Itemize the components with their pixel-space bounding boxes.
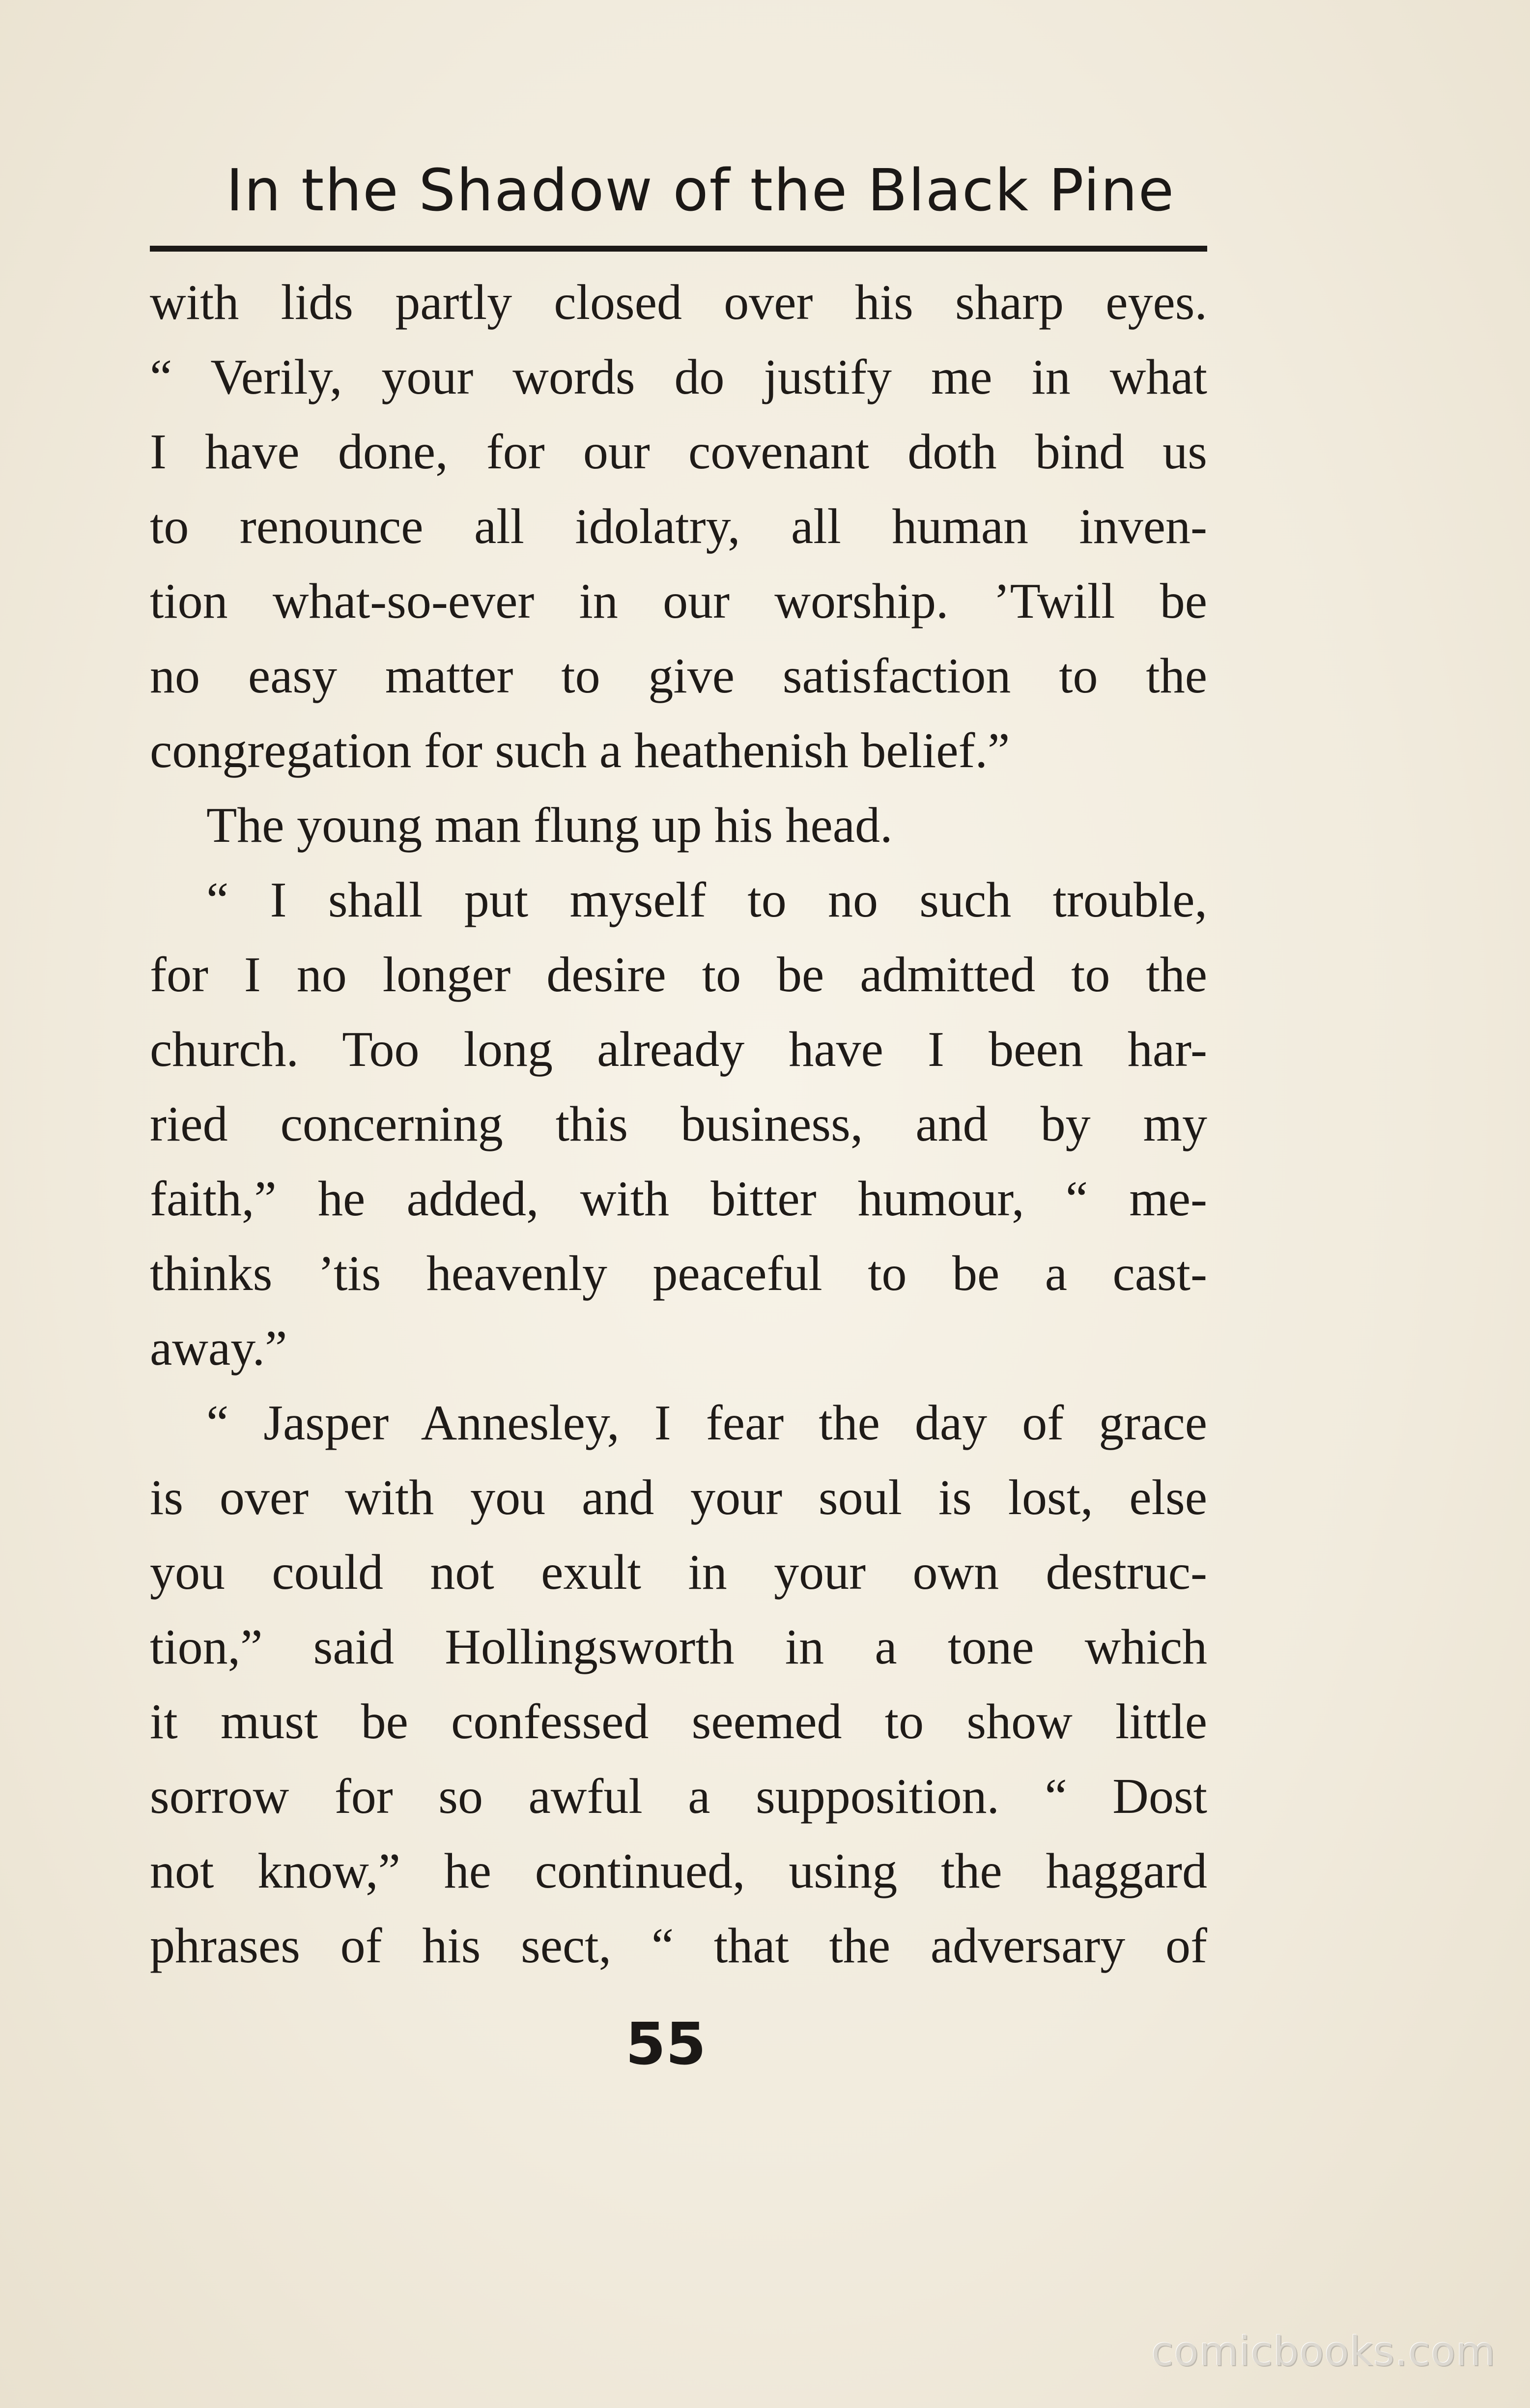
page-number: 55 (625, 2010, 707, 2078)
text-line: away.” (150, 1320, 287, 1376)
text-line: “ Verily, your words do justify me in what (150, 349, 1207, 405)
text-line: ried concerning this business, and by my (150, 1096, 1207, 1152)
text-line: faith,” he added, with bitter humour, “ me- (150, 1171, 1207, 1227)
text-line: tion what-so-ever in our worship. ’Twill be (150, 573, 1207, 629)
text-line: to renounce all idolatry, all human inven- (150, 499, 1207, 554)
text-line: with lids partly closed over his sharp eyes. (150, 275, 1207, 330)
text-line: you could not exult in your own destruc- (150, 1545, 1207, 1600)
text-line: is over with you and your soul is lost, else (150, 1470, 1207, 1525)
watermark: comicbooks.com (1151, 2328, 1496, 2375)
text-line: sorrow for so awful a supposition. “ Dost (150, 1769, 1207, 1824)
text-line: thinks ’tis heavenly peaceful to be a cast- (150, 1246, 1207, 1301)
text-line: tion,” said Hollingsworth in a tone which (150, 1619, 1207, 1675)
text-line: congregation for such a heathenish belief.” (150, 723, 1010, 778)
text-line: no easy matter to give satisfaction to the (150, 648, 1207, 704)
text-line: for I no longer desire to be admitted to the (150, 947, 1207, 1003)
text-line: it must be confessed seemed to show little (150, 1694, 1207, 1749)
text-line: church. Too long already have I been har- (150, 1022, 1207, 1077)
text-line: “ I shall put myself to no such trouble, (206, 872, 1207, 928)
text-line: I have done, for our covenant doth bind us (150, 424, 1207, 480)
text-line: not know,” he continued, using the haggard (150, 1843, 1207, 1899)
header-rule (150, 246, 1207, 252)
text-line: phrases of his sect, “ that the adversary of (150, 1918, 1207, 1974)
text-line: “ Jasper Annesley, I fear the day of grace (206, 1395, 1207, 1451)
running-head: In the Shadow of the Black Pine (226, 156, 1175, 224)
body-text (150, 265, 1207, 1983)
text-line: The young man flung up his head. (206, 798, 893, 853)
